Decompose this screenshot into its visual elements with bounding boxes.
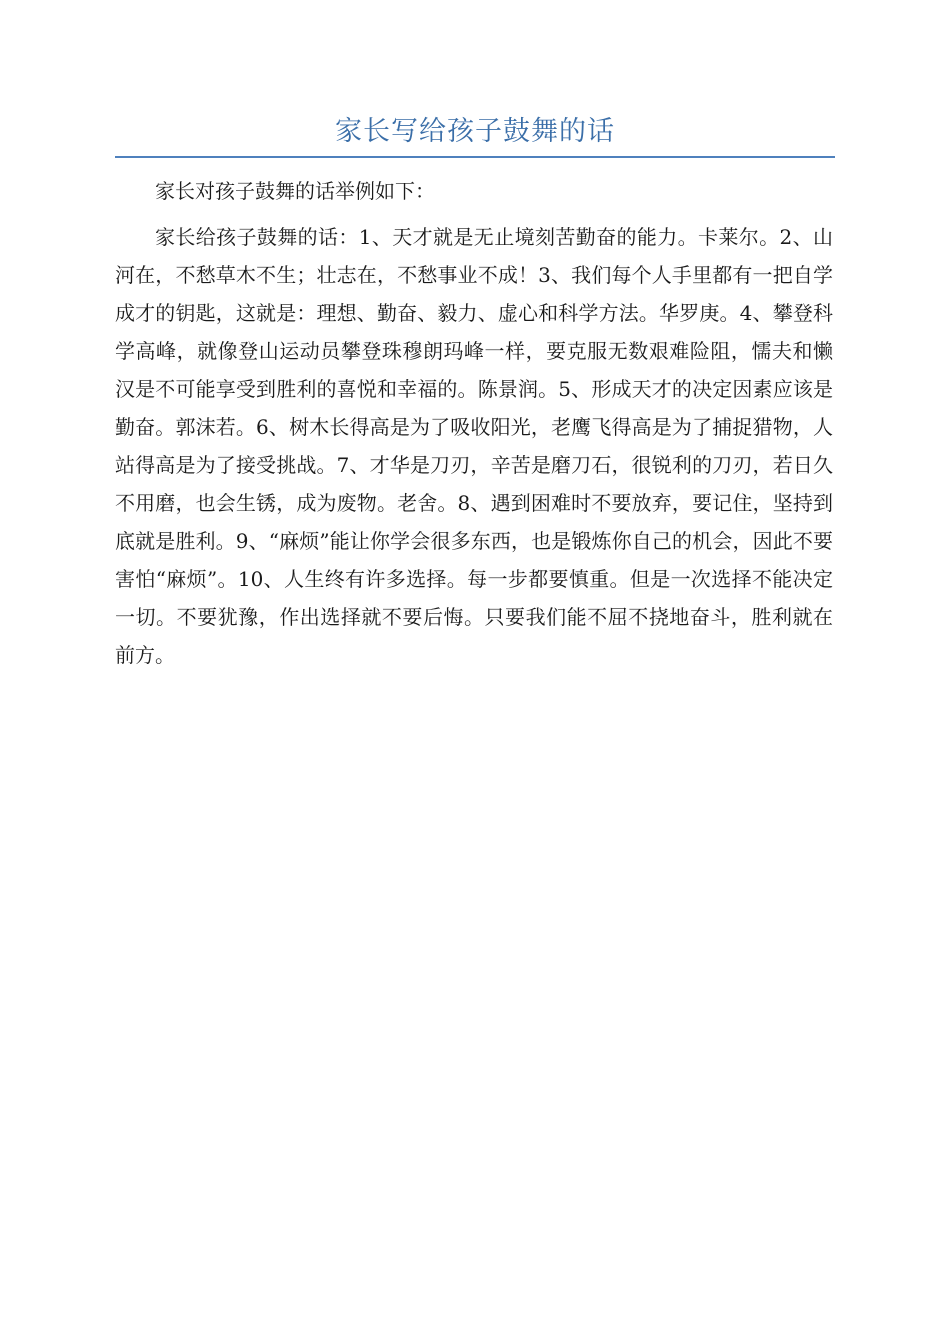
main-paragraph: 家长给孩子鼓舞的话：1、天才就是无止境刻苦勤奋的能力。卡莱尔。2、山河在，不愁草木不生；壮志在，不愁事业不成！3、我们每个人手里都有一把自学成才的钥匙，这就是：理想、勤奋、毅力、虚心和科学方法。华罗庚。4、攀登科学高峰，就像登山运动员攀登珠穆朗玛峰一样，要克服无数艰难险阻，懦夫和懒汉是不可能享受到胜利的喜悦和幸福的。陈景润。5、形成天才的决定因素应该是勤奋。郭沫若。6、树木长得高是为了吸收阳光，老鹰飞得高是为了捕捉猎物，人站得高是为了接受挑战。7、才华是刀刃，辛苦是磨刀石，很锐利的刀刃，若日久不用磨，也会生锈，成为废物。老舍。8、遇到困难时不要放弃，要记住，坚持到底就是胜利。9、“麻烦”能让你学会很多东西，也是锻炼你自己的机会，因此不要害怕“麻烦”。10、人生终有许多选择。每一步都要慎重。但是一次选择不能决定一切。不要犹豫，作出选择就不要后悔。只要我们能不屈不挠地奋斗，胜利就在前方。 [115,225,833,667]
document-title: 家长写给孩子鼓舞的话 [335,116,615,147]
intro-paragraph: 家长对孩子鼓舞的话举例如下： [155,179,435,203]
title-block [115,112,835,158]
document-body [115,172,833,674]
